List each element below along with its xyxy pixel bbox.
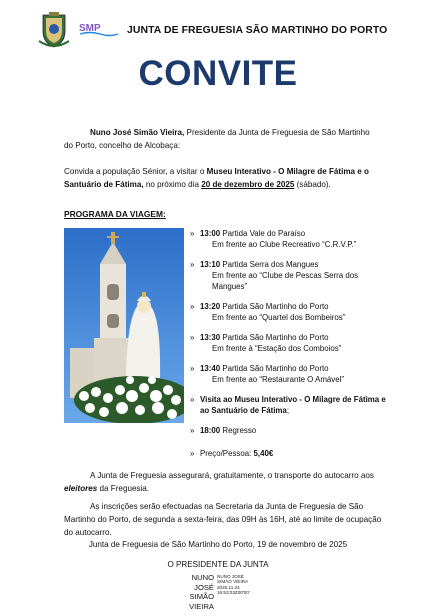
schedule-location: Em frente ao “Restaurante O Amável” [212, 375, 345, 384]
letterhead [0, 0, 436, 60]
schedule-time: 13:00 [200, 229, 221, 238]
schedule-item [190, 259, 395, 292]
bullet-marker: » [190, 302, 195, 311]
place-date: Junta de Freguesia de São Martinho do Porto, 19 de novembro de 2025 [88, 540, 348, 549]
schedule-item [190, 228, 395, 250]
stamp-line: SIMÃO VIEIRA [217, 579, 249, 585]
museum-name: Museu Interativo - O Milagre de Fátima e o Santuário de Fátima, [64, 167, 369, 189]
stamp-line: 16:53:03Z00'00' [217, 590, 250, 596]
visit-end: ; [286, 406, 290, 415]
header-title: JUNTA DE FREGUESIA SÃO MARTINHO DO PORTO [127, 25, 388, 36]
schedule-item [190, 332, 395, 354]
bullet-marker: » [190, 395, 195, 404]
invite-text-1: Convida a população Sénior, a visitar o [64, 167, 207, 176]
bullet-marker: » [190, 449, 195, 458]
bullet-marker: » [190, 426, 195, 435]
bullet-marker: » [190, 260, 195, 269]
invite-text-3: (sábado). [294, 180, 331, 189]
digital-signature [168, 573, 268, 611]
registration-paragraph: As inscrições serão efectuadas na Secretaria da Junta de Freguesia de São Martinho do Porto, de segunda a sexta-feira, das 09H às 16H, até ao limite de ocupação do autocarro. [64, 502, 382, 537]
price-label: Preço/Pessoa: [200, 449, 254, 458]
schedule-location: Em frente à “Estação dos Comboios” [212, 344, 342, 353]
signature-line: VIEIRA [189, 601, 214, 611]
schedule-location: Em frente ao Clube Recreativo “C.R.V.P.” [212, 240, 357, 249]
signature-stamp [217, 574, 250, 596]
schedule-text: Partida Vale do Paraíso [220, 229, 306, 238]
invite-text-2: no próximo dia [143, 180, 202, 189]
schedule-text: Partida São Martinho do Porto [220, 333, 329, 342]
schedule-return [190, 425, 395, 436]
schedule-item [190, 363, 395, 385]
schedule-location: Em frente ao “Quartel dos Bombeiros” [212, 313, 346, 322]
signature-line: NUNO JOSÉ [191, 573, 214, 592]
schedule-time: 13:20 [200, 302, 221, 311]
transport-text-2: da Freguesia. [97, 484, 150, 493]
signature-line: SIMÃO [189, 592, 214, 601]
schedule-time: 13:40 [200, 364, 221, 373]
transport-paragraph [64, 469, 384, 495]
stamp-line: 2025.11.24 [217, 584, 240, 590]
bullet-marker: » [190, 333, 195, 342]
sanctuary-photo [64, 228, 184, 423]
return-time: 18:00 [200, 426, 221, 435]
svg-text:SMP: SMP [79, 23, 101, 34]
visit-text: Visita ao Museu Interativo - O Milagre de Fátima e ao Santuário de Fátima [200, 395, 386, 415]
signature-name [176, 573, 214, 611]
schedule-text: Partida São Martinho do Porto [220, 364, 329, 373]
invite-paragraph [64, 165, 384, 191]
transport-text-1: A Junta de Freguesia assegurará, gratuitamente, o transporte do autocarro aos [90, 471, 374, 480]
price-value: 5,40€ [253, 449, 274, 458]
schedule-time: 13:10 [200, 260, 221, 269]
return-text: Regresso [220, 426, 257, 435]
schedule-item [190, 301, 395, 323]
transport-emphasis: eleitores [64, 484, 98, 493]
schedule-time: 13:30 [200, 333, 221, 342]
page-title: CONVITE [138, 54, 298, 93]
bullet-marker: » [190, 364, 195, 373]
intro-text: Presidente da Junta de Freguesia de São Martinho do Porto, concelho de Alcobaça: [64, 128, 370, 150]
schedule-visit [190, 394, 395, 416]
intro-paragraph [64, 126, 374, 152]
stamp-line: NUNO JOSÉ [217, 574, 244, 579]
parish-wordmark-icon [78, 20, 120, 44]
schedule-price [190, 448, 395, 459]
program-schedule [190, 228, 395, 459]
president-title: O PRESIDENTE DA JUNTA [167, 560, 269, 569]
president-name: Nuno José Simão Vieira, [90, 128, 185, 137]
bullet-marker: » [190, 229, 195, 238]
schedule-location: Em frente ao “Clube de Pescas Serra dos Mangues” [212, 271, 359, 291]
event-date: 20 de dezembro de 2025 [201, 180, 295, 189]
schedule-text: Partida São Martinho do Porto [220, 302, 329, 311]
crest-logo-icon [37, 11, 71, 49]
schedule-text: Partida Serra dos Mangues [220, 260, 319, 269]
program-title: PROGRAMA DA VIAGEM: [64, 209, 166, 219]
